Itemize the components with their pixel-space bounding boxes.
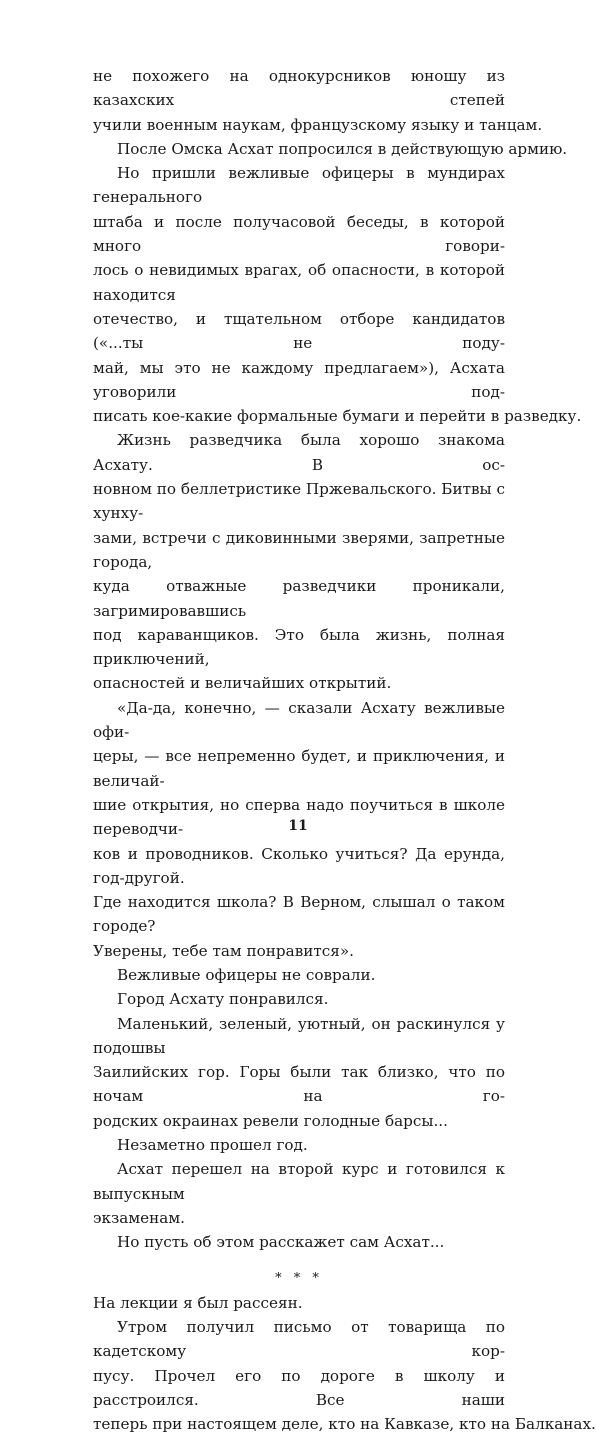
text-line: куда отважные разведчики проникали, загримировавшись [93, 577, 505, 620]
text-line: шие открытия, но сперва надо поучиться в школе переводчи- [93, 795, 505, 839]
paragraph [93, 1157, 505, 1230]
text-line: Где находится школа? В Верном, слышал о таком городе? [93, 893, 505, 936]
section-separator: * * * [275, 1270, 323, 1286]
text-line: штаба и после получасовой беседы, в которой много говори- [93, 212, 505, 256]
text-line: Жизнь разведчика была хорошо знакома Асхату. В ос- [93, 431, 505, 474]
text-line: писать кое-какие формальные бумаги и перейти в разведку. [93, 407, 582, 426]
text-line: новном по беллетристике Пржевальского. Битвы с хунху- [93, 480, 505, 523]
text-line: Заилийских гор. Горы были так близко, что по ночам на го- [93, 1063, 505, 1106]
paragraph [93, 1012, 505, 1133]
text-line: церы, — все непременно будет, и приключения, и величай- [93, 747, 505, 790]
text-line: май, мы это не каждому предлагаем»), Асхата уговорили под- [93, 358, 505, 401]
paragraph [93, 963, 505, 987]
text-line: экзаменам. [93, 1208, 185, 1227]
paragraph [93, 161, 582, 428]
paragraph [93, 1230, 505, 1254]
text-line: Уверены, тебе там понравится». [93, 941, 354, 960]
paragraph [93, 1133, 505, 1157]
text-line: После Омска Асхат попросился в действующую армию. [117, 139, 568, 158]
text-block-before-separator [93, 64, 582, 1255]
text-line: Асхат перешел на второй курс и готовился к выпускным [93, 1160, 505, 1203]
book-page-text [93, 64, 596, 1437]
text-line: учили военным наукам, французскому языку и танцам. [93, 115, 543, 134]
paragraph [93, 428, 505, 695]
text-block-after-separator [93, 1291, 596, 1437]
text-line: «Да-да, конечно, — сказали Асхату вежливые офи- [93, 698, 505, 742]
page-number: 11 [288, 818, 308, 834]
paragraph [93, 64, 543, 137]
text-line: ков и проводников. Сколько учиться? Да ерунда, год-другой. [93, 844, 505, 887]
text-line: родских окраинах ревели голодные барсы... [93, 1111, 448, 1130]
text-line: Город Асхату понравился. [117, 990, 329, 1009]
text-line: лось о невидимых врагах, об опасности, в которой находится [93, 261, 505, 304]
text-line: Маленький, зеленый, уютный, он раскинулся у подошвы [93, 1014, 505, 1057]
text-line: пусу. Прочел его по дороге в школу и расстроился. Все наши [93, 1366, 505, 1410]
text-line: зами, встречи с диковинными зверями, запретные города, [93, 528, 505, 571]
text-line: Вежливые офицеры не соврали. [117, 965, 376, 984]
text-line: Но пришли вежливые офицеры в мундирах генерального [93, 164, 505, 207]
paragraph [93, 987, 505, 1011]
text-line: Незаметно прошел год. [117, 1136, 308, 1155]
text-line: На лекции я был рассеян. [93, 1293, 303, 1312]
paragraph [93, 1315, 596, 1436]
paragraph [93, 1291, 505, 1315]
text-line: теперь при настоящем деле, кто на Кавказе, кто на Балканах. [93, 1415, 596, 1434]
paragraph [93, 137, 568, 161]
text-line: не похожего на однокурсников юношу из казахских степей [93, 67, 505, 110]
text-line: под караванщиков. Это была жизнь, полная приключений, [93, 625, 505, 669]
text-line: Утром получил письмо от товарища по кадетскому кор- [93, 1318, 505, 1361]
text-line: Но пусть об этом расскажет сам Асхат... [117, 1233, 445, 1252]
text-line: опасностей и величайших открытий. [93, 674, 392, 693]
text-line: отечество, и тщательном отборе кандидатов («...ты не поду- [93, 309, 505, 353]
